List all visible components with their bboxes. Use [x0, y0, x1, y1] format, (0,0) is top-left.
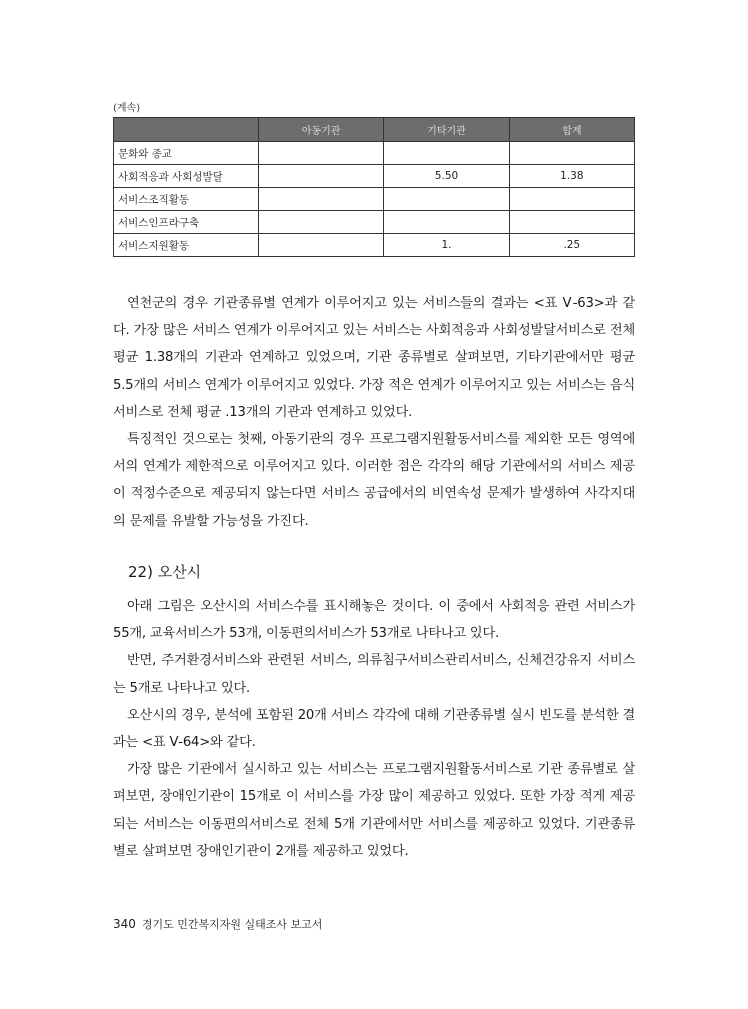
- report-title: 경기도 민간복지자원 실태조사 보고서: [141, 918, 323, 931]
- table-header-row: [114, 118, 635, 142]
- table-cell: [384, 188, 509, 211]
- paragraph: 연천군의 경우 기관종류별 연계가 이루어지고 있는 서비스들의 결과는 <표 Ⅴ-63>과 같다. 가장 많은 서비스 연계가 이루어지고 있는 서비스는 사회적응과 사회성발달서비스로 전체 평균 1.38개의 기관과 연계하고 있었으며, 기관 종류별로 살펴보면, 기타기관에서만 평균 5.5개의 서비스 연계가 이루어지고 있었다. 가장 적은 연계가 이루어지고 있는 서비스는 음식서비스로 전체 평균 .13개의 기관과 연계하고 있었다.: [113, 296, 635, 420]
- paragraph: 특징적인 것으로는 첫째, 아동기관의 경우 프로그램지원활동서비스를 제외한 모든 영역에서의 연계가 제한적으로 이루어지고 있다. 이러한 점은 각각의 해당 기관에서의 서비스 제공이 적정수준으로 제공되지 않는다면 서비스 공급에서의 비연속성 문제가 발생하여 사각지대의 문제를 유발할 가능성을 가진다.: [113, 432, 635, 529]
- paragraph: 오산시의 경우, 분석에 포함된 20개 서비스 각각에 대해 기관종류별 실시 빈도를 분석한 결과는 <표 Ⅴ-64>와 같다.: [113, 707, 635, 751]
- yeoncheon-analysis-text: [113, 290, 635, 535]
- table-header-cell: 합계: [509, 118, 634, 142]
- paragraph: 아래 그림은 오산시의 서비스수를 표시해놓은 것이다. 이 중에서 사회적응 관련 서비스가 55개, 교육서비스가 53개, 이동편의서비스가 53개로 나타나고 있다.: [113, 599, 635, 642]
- paragraph: 반면, 주거환경서비스와 관련된 서비스, 의류침구서비스관리서비스, 신체건강유지 서비스는 5개로 나타나고 있다.: [113, 653, 635, 696]
- table-row: [114, 234, 635, 257]
- table-cell: 문화와 종교: [114, 142, 259, 165]
- table-row: [114, 142, 635, 165]
- continued-label: (계속): [113, 103, 141, 114]
- table-cell: [509, 211, 634, 234]
- table-cell: .25: [509, 234, 634, 257]
- service-linkage-table: [113, 117, 635, 257]
- table-cell: [259, 211, 384, 234]
- table-cell: 서비스지원활동: [114, 234, 259, 257]
- table-header-cell: 아동기관: [259, 118, 384, 142]
- table-cell: [384, 142, 509, 165]
- table-cell: 사회적응과 사회성발달: [114, 165, 259, 188]
- table-cell: 1.: [384, 234, 509, 257]
- table-cell: [259, 165, 384, 188]
- table-header-cell: 기타기관: [384, 118, 509, 142]
- section-title: 22) 오산시: [128, 563, 202, 581]
- table-cell: [259, 188, 384, 211]
- table-cell: [509, 142, 634, 165]
- osan-analysis-text: [113, 593, 635, 865]
- table-cell: [259, 142, 384, 165]
- page-footer: [113, 916, 322, 932]
- table-cell: [259, 234, 384, 257]
- table-header-cell: [114, 118, 259, 142]
- table-cell: [509, 188, 634, 211]
- table-row: [114, 165, 635, 188]
- table-cell: 1.38: [509, 165, 634, 188]
- table-row: [114, 211, 635, 234]
- table-cell: [384, 211, 509, 234]
- table-cell: 서비스인프라구축: [114, 211, 259, 234]
- table-cell: 5.50: [384, 165, 509, 188]
- table-cell: 서비스조직활동: [114, 188, 259, 211]
- table-row: [114, 188, 635, 211]
- paragraph: 가장 많은 기관에서 실시하고 있는 서비스는 프로그램지원활동서비스로 기관 종류별로 살펴보면, 장애인기관이 15개로 이 서비스를 가장 많이 제공하고 있었다. 또한 가장 적게 제공되는 서비스는 이동편의서비스로 전체 5개 기관에서만 서비스를 제공하고 있었다. 기관종류별로 살펴보면 장애인기관이 2개를 제공하고 있었다.: [113, 762, 635, 859]
- page-number: 340: [113, 917, 136, 931]
